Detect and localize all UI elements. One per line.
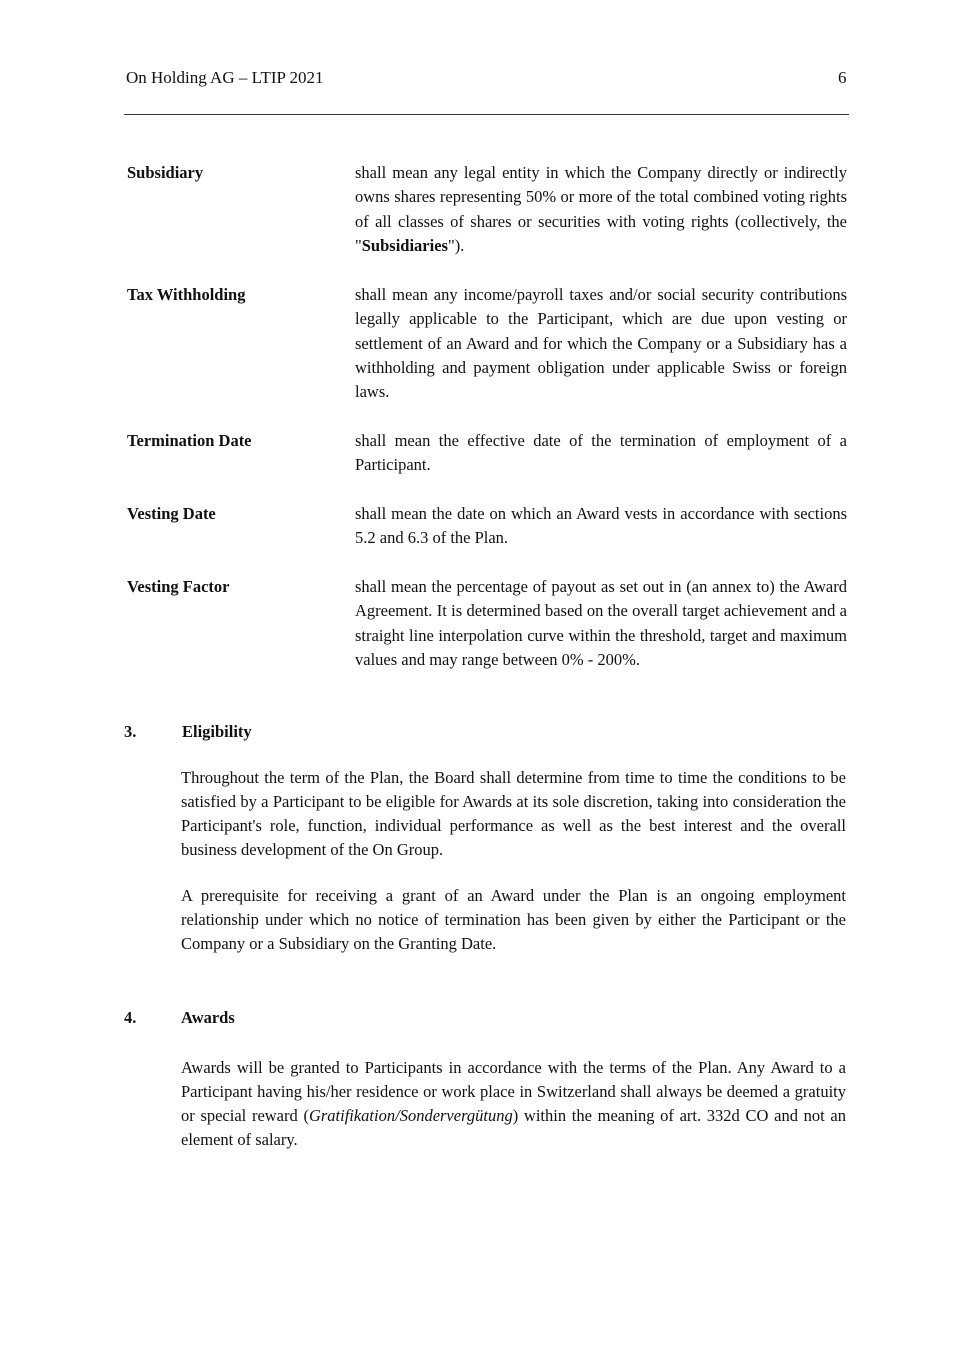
paragraph: A prerequisite for receiving a grant of an Award under the Plan is an ongoing employment relationship under which no notice of termination has been given by either the Participant or the Company or a Subsidiary on the Granting Date. bbox=[181, 886, 846, 953]
term-vesting-factor: Vesting Factor bbox=[127, 577, 230, 596]
para-italic: Gratifikation/Sondervergütung bbox=[308, 1106, 513, 1125]
definition-vesting-factor: shall mean the percentage of payout as set out in (an annex to) the Award Agreement. It is determined based on the overall target achievement and a straight line interpolation curve within the threshold, target and maximum values and may range between 0% - 200%. bbox=[355, 577, 847, 669]
term-tax-withholding: Tax Withholding bbox=[127, 285, 246, 304]
definition-termination-date: shall mean the effective date of the termination of employment of a Participant. bbox=[355, 431, 847, 475]
paragraph: Throughout the term of the Plan, the Board shall determine from time to time the conditions to be satisfied by a Participant to be eligible for Awards at its sole discretion, taking into consideration the Participant's role, function, individual performance as well as the best interest and the overall business development of the On Group. bbox=[181, 768, 846, 859]
section-title: Eligibility bbox=[182, 722, 252, 741]
section-title: Awards bbox=[181, 1008, 235, 1027]
term-subsidiary: Subsidiary bbox=[127, 163, 204, 182]
definition-vesting-date: shall mean the date on which an Award vests in accordance with sections 5.2 and 6.3 of the Plan. bbox=[355, 504, 847, 548]
def-text: shall mean any legal entity in which the Company directly or indirectly owns shares representing 50% or more of the total combined voting rights of all classes of shares or securities with voting rights (collectively, the " bbox=[355, 163, 847, 255]
section-number: 4. bbox=[124, 1008, 137, 1027]
term-vesting-date: Vesting Date bbox=[127, 504, 216, 523]
para-text: ) within the meaning of art. 332d CO and not an element of salary. bbox=[181, 1106, 846, 1149]
term-termination-date: Termination Date bbox=[127, 431, 252, 450]
section-number: 3. bbox=[124, 722, 137, 741]
def-bold: Subsidiaries bbox=[361, 235, 448, 255]
definition-tax-withholding: shall mean any income/payroll taxes and/or social security contributions legally applicable to the Participant, which are due upon vesting or settlement of an Award and for which the Company or a Subsidiary has a withholding and payment obligation under applicable Swiss or foreign laws. bbox=[355, 285, 847, 402]
definition-subsidiary bbox=[355, 161, 847, 258]
running-header: On Holding AG – LTIP 2021 bbox=[126, 68, 324, 87]
para-text: Awards will be granted to Participants in accordance with the terms of the Plan. Any Award to a Participant having his/her residence or work place in Switzerland shall always be deemed a gratuity or special reward ( bbox=[181, 1058, 846, 1125]
header-rule bbox=[124, 114, 849, 115]
def-text: "). bbox=[447, 235, 465, 255]
page-number: 6 bbox=[838, 68, 847, 87]
paragraph bbox=[181, 1056, 846, 1152]
